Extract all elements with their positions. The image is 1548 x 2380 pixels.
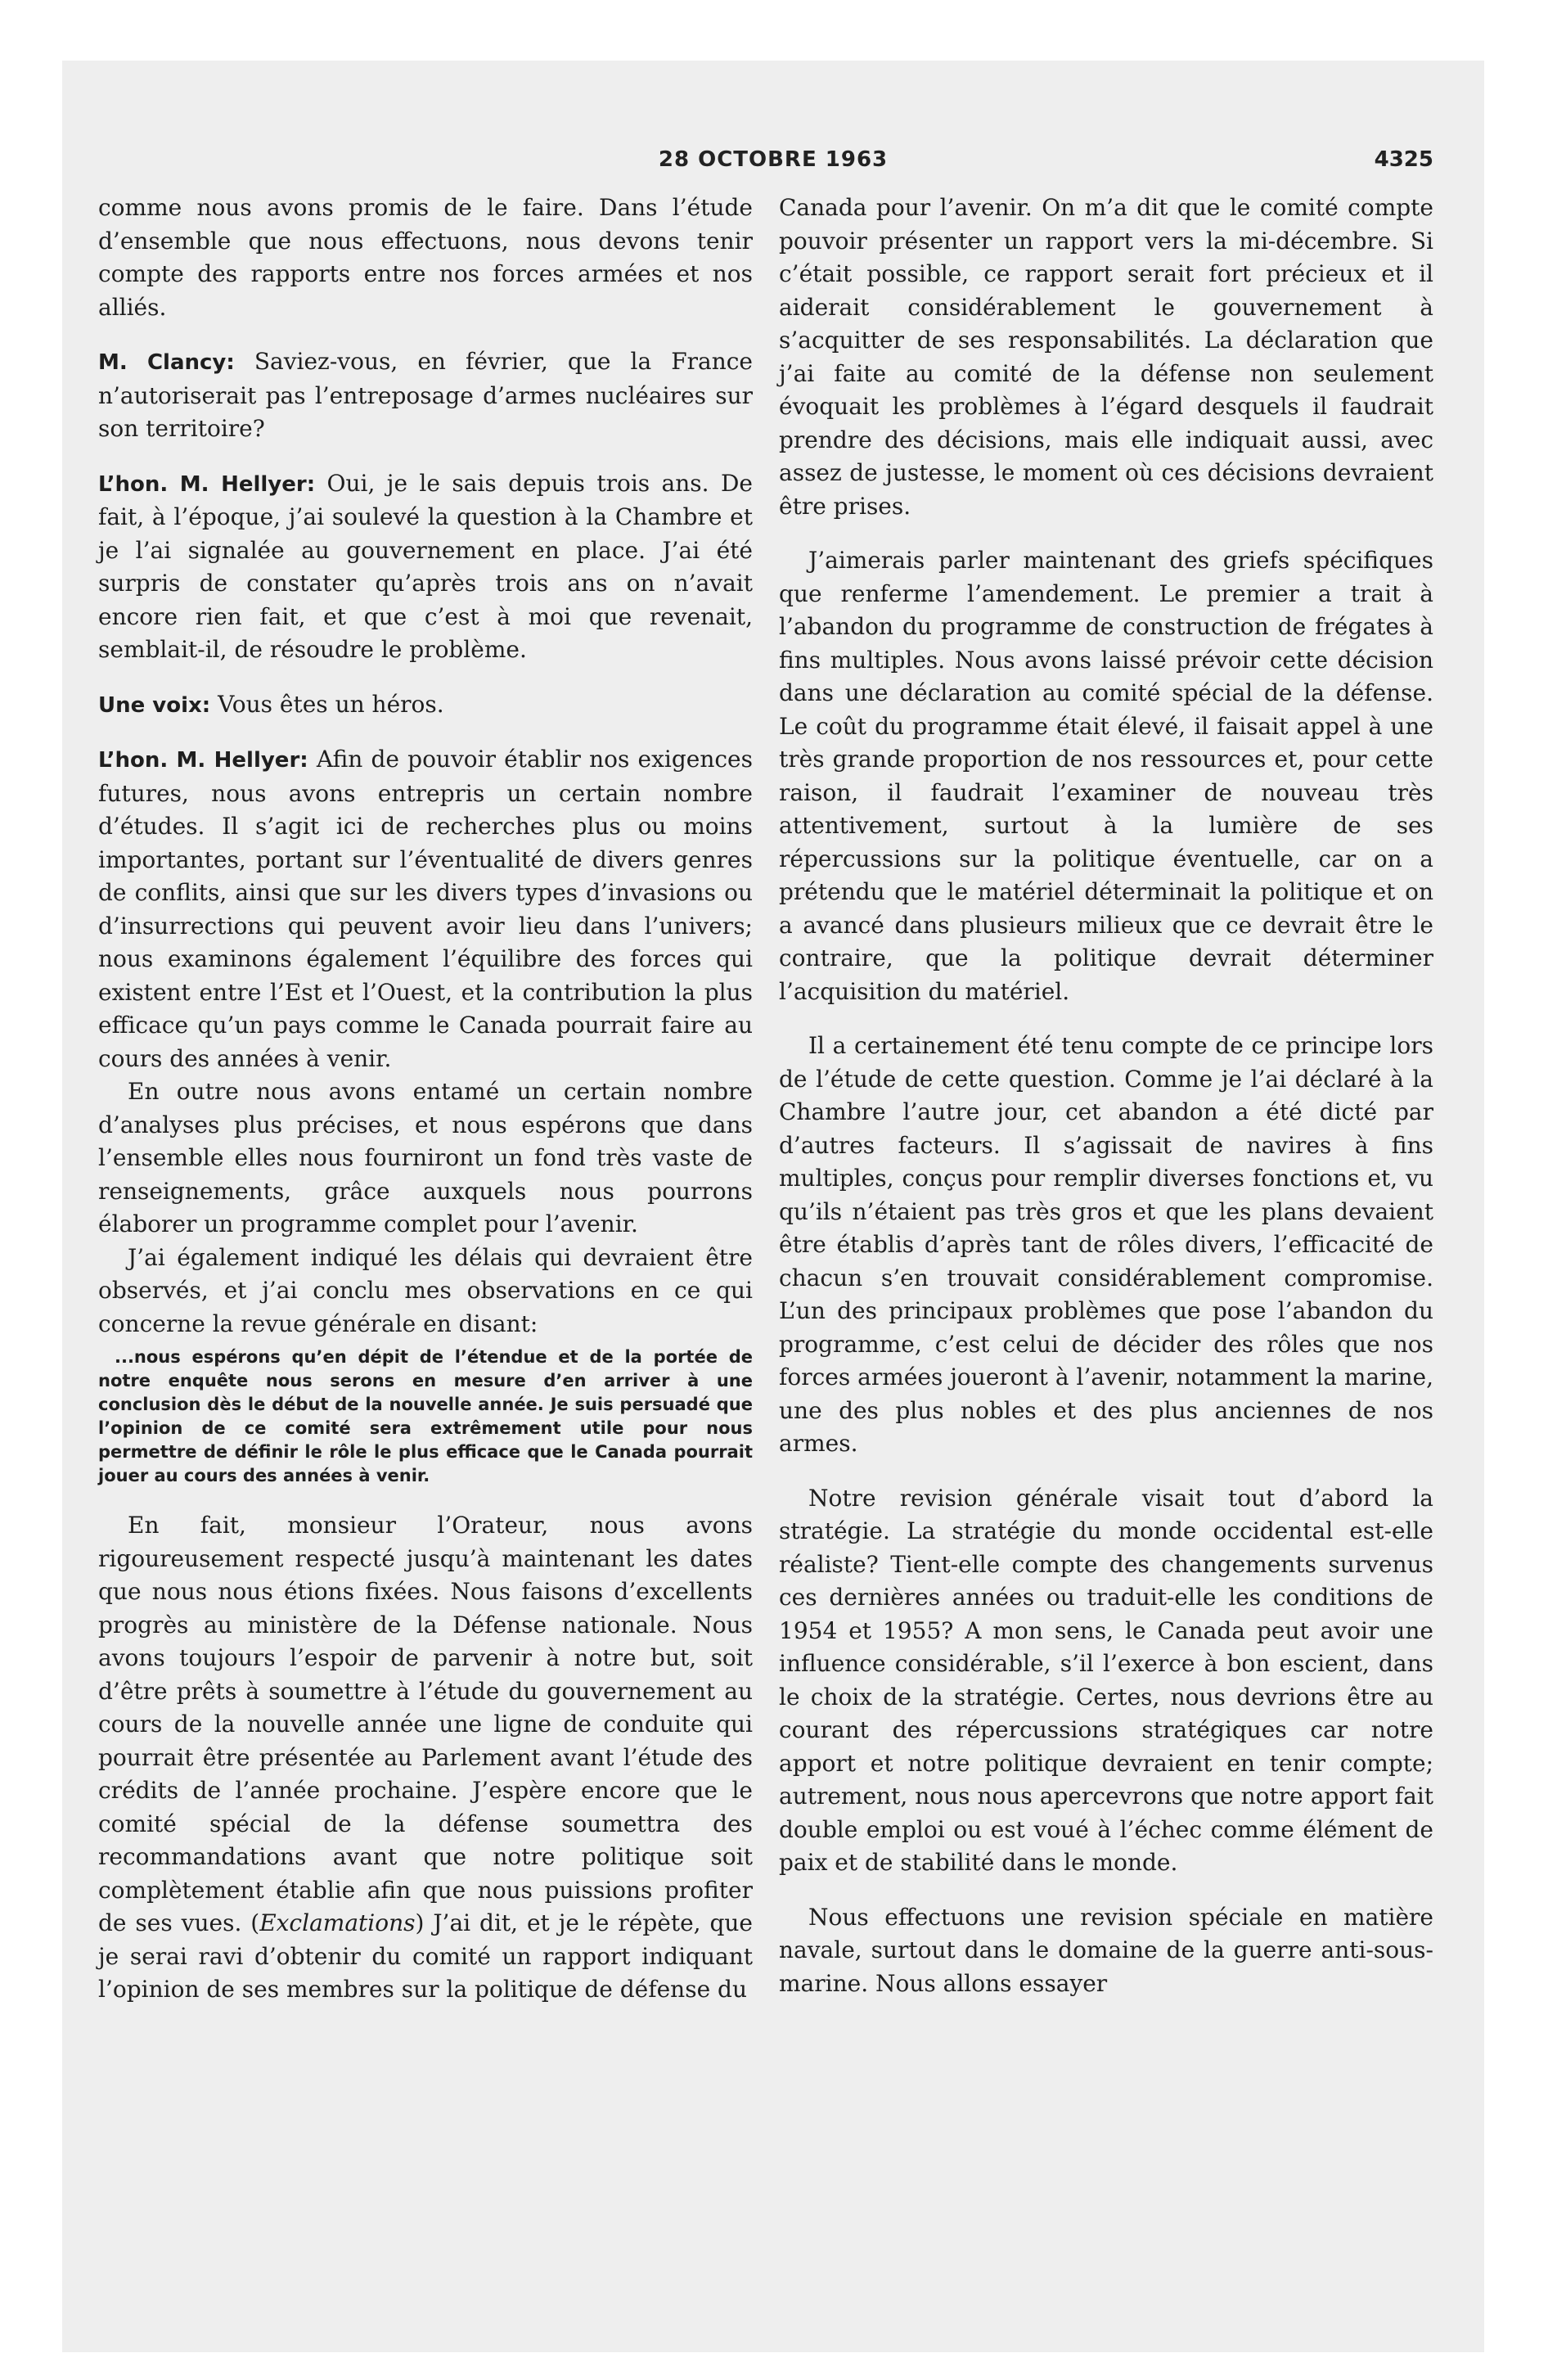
speaker-name: L’hon. M. Hellyer: [98,471,316,497]
paragraph: Notre revision générale visait tout d’abord la stratégie. La stratégie du monde occidental est-elle réaliste? Tient-elle compte des changements survenus ces dernières années ou traduit-elle les conditions de 1954 et 1955? A mon sens, le Canada peut avoir une influence considérable, s’il l’exerce à bon escient, dans le choix de la stratégie. Certes, nous devrions être au courant des répercussions stratégiques car notre apport et notre politique devraient en tenir compte; autrement, nous nous apercevrons que notre apport fait double emploi ou est voué à l’échec comme élément de paix et de stabilité dans le monde. [779,1484,1433,1876]
page-number: 4325 [1374,147,1433,172]
paragraph [98,1509,753,2007]
right-column [779,192,1433,2022]
paragraph: J’aimerais parler maintenant des griefs spécifiques que renferme l’amendement. Le premier a trait à l’abandon du programme de construction de frégates à fins multiples. Nous avons laissé prévoir cette décision dans une déclaration au comité spécial de la défense. Le coût du programme était élevé, il faisait appel à une très grande proportion de nos ressources et, pour cette raison, il faudrait l’examiner de nouveau très attentivement, surtout à la lumière de ses répercussions sur la politique éventuelle, car on a prétendu que le matériel déterminait la politique et on a avancé dans plusieurs milieux que ce devrait être le contraire, que la politique devrait déterminer l’acquisition du matériel. [779,547,1433,1005]
paragraph: Il a certainement été tenu compte de ce principe lors de l’étude de cette question. Comme je l’ai déclaré à la Chambre l’autre jour, cet abandon a été dicté par d’autres facteurs. Il s’agissait de navires à fins multiples, conçus pour remplir diverses fonctions et, vu qu’ils n’étaient pas très gros et que les plans devaient être établis d’après tant de rôles divers, l’efficacité de chacun s’en trouvait considérablement compromise. L’un des principaux problèmes que pose l’abandon du programme, c’est celui de décider des rôles que nos forces armées joueront à l’avenir, notamment la marine, une des plus nobles et des plus anciennes de nos armes. [779,1032,1433,1457]
paragraph: Canada pour l’avenir. On m’a dit que le comité compte pouvoir présenter un rapport vers la mi-décembre. Si c’était possible, ce rapport serait fort précieux et il aiderait considérablement le gouvernement à s’acquitter de ses responsabilités. La déclaration que j’ai faite au comité de la défense non seulement évoquait les problèmes à l’égard desquels il faudrait prendre des décisions, mais elle indiquait aussi, avec assez de justesse, le moment où ces décisions devraient être prises. [779,194,1433,520]
left-column [98,192,753,2028]
paragraph-text: ) J’ai dit, et je le répète, que je serai ravi d’obtenir du comité un rapport indiquant l’opinion de ses membres sur la politique de défense du [98,1909,753,2003]
block-quote: ...nous espérons qu’en dépit de l’étendue et de la portée de notre enquête nous serons en mesure d’en arriver à une conclusion dès le début de la nouvelle année. Je suis persuadé que l’opinion de ce comité sera extrêmement utile pour nous permettre de définir le rôle le plus efficace que le Canada pourrait jouer au cours des années à venir. [98,1347,753,1485]
italic-text: Exclamations [259,1909,416,1936]
paragraph-text: En fait, monsieur l’Orateur, nous avons rigoureusement respecté jusqu’à maintenant les dates que nous nous étions fixées. Nous faisons d’excellents progrès au ministère de la Défense nationale. Nous avons toujours l’espoir de parvenir à notre but, soit d’être prêts à soumettre à l’étude du gouvernement au cours de la nouvelle année une ligne de conduite qui pourrait être présentée au Parlement avant l’étude des crédits de l’année prochaine. J’espère encore que le comité spécial de la défense soumettra des recommandations avant que notre politique soit complètement établie afin que nous puissions profiter de ses vues. ( [98,1512,753,1936]
speech-text: Saviez-vous, en février, que la France n’autoriserait pas l’entreposage d’armes nucléaires sur son territoire? [98,348,753,442]
paragraph: Nous effectuons une revision spéciale en matière navale, surtout dans le domaine de la guerre anti-sous-marine. Nous allons essayer [779,1903,1433,1997]
speech-paragraph [98,743,753,1075]
paragraph: comme nous avons promis de le faire. Dans l’étude d’ensemble que nous effectuons, nous devons tenir compte des rapports entre nos forces armées et nos alliés. [98,194,753,321]
speech-text: Vous êtes un héros. [210,690,444,718]
header-date: 28 OCTOBRE 1963 [658,147,889,172]
speaker-name: M. Clancy: [98,350,235,375]
speech-text: Oui, je le sais depuis trois ans. De fait, à l’époque, j’ai soulevé la question à la Chambre et je l’ai signalée au gouvernement en place. J’ai été surpris de constater qu’après trois ans on n’avait encore rien fait, et que c’est à moi que revenait, semblait-il, de résoudre le problème. [98,469,753,663]
scanned-page [62,61,1484,2352]
paragraph: J’ai également indiqué les délais qui devraient être observés, et j’ai conclu mes observations en ce qui concerne la revue générale en disant: [98,1243,753,1337]
speech-paragraph [98,345,753,446]
speaker-name: Une voix: [98,692,211,718]
speech-paragraph [98,467,753,667]
page-header [62,141,1484,182]
paragraph: En outre nous avons entamé un certain nombre d’analyses plus précises, et nous espérons que dans l’ensemble elles nous fourniront un fond très vaste de renseignements, grâce auxquels nous pourrons élaborer un programme complet pour l’avenir. [98,1078,753,1237]
speech-text: Afin de pouvoir établir nos exigences futures, nous avons entrepris un certain nombre d’études. Il s’agit ici de recherches plus ou moins importantes, portant sur l’éventualité de divers genres de conflits, ainsi que sur les divers types d’invasions ou d’insurrections qui peuvent avoir lieu dans l’univers; nous examinons également l’équilibre des forces qui existent entre l’Est et l’Ouest, et la contribution la plus efficace qu’un pays comme le Canada pourrait faire au cours des années à venir. [98,746,753,1072]
speech-paragraph [98,688,753,723]
speaker-name: L’hon. M. Hellyer: [98,748,308,773]
